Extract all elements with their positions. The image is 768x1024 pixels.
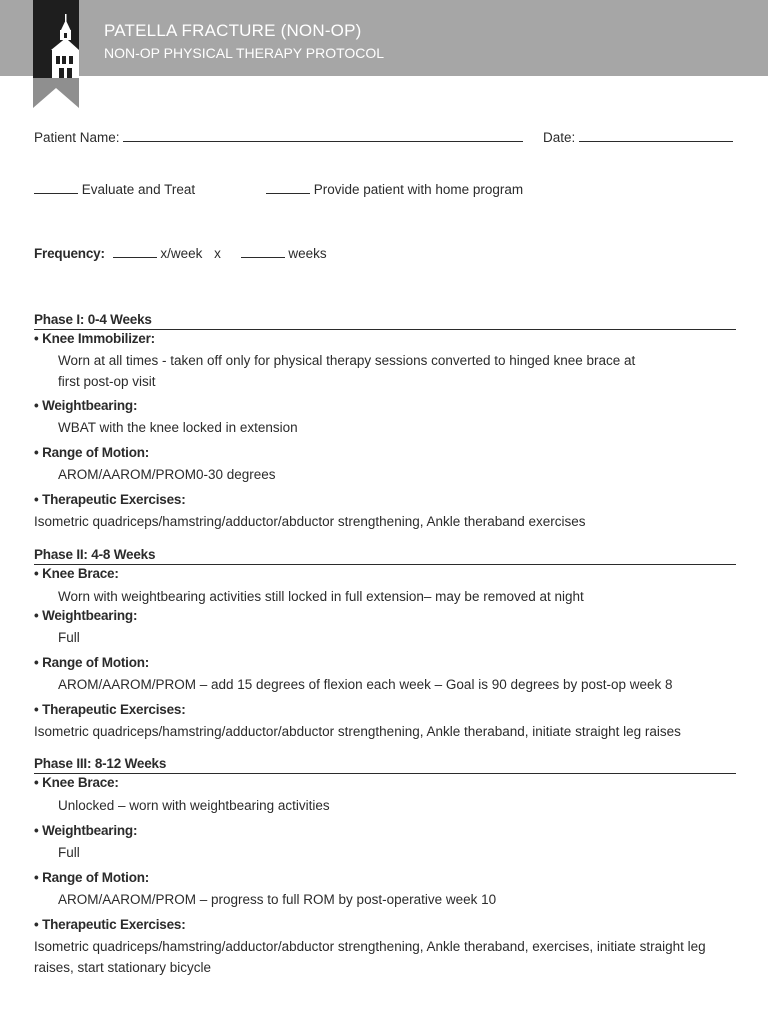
weeks-field[interactable] (241, 245, 285, 258)
phase-1-weightbearing-text: WBAT with the knee locked in extension (58, 420, 298, 435)
patient-name-label: Patient Name: (34, 130, 120, 145)
phase-1-immobilizer-line-1: Worn at all times - taken off only for physical therapy sessions converted to hinged knee brace at (58, 353, 636, 368)
phase-2-rom-head: • Range of Motion: (34, 655, 150, 670)
phase-3-exercises-text (34, 936, 744, 978)
phase-1-immobilizer-text (58, 350, 678, 392)
date-field[interactable] (579, 129, 733, 142)
times-label: x (214, 246, 221, 261)
phase-3-exercises-head: • Therapeutic Exercises: (34, 917, 186, 932)
patient-name-row (34, 129, 523, 145)
phase-3-exercises-line-1: Isometric quadriceps/hamstring/adductor/abductor strengthening, Ankle theraband, exercises, initiate straight leg (34, 939, 706, 954)
date-label: Date: (543, 130, 576, 145)
phase-3-rom-text: AROM/AAROM/PROM – progress to full ROM by post-operative week 10 (58, 892, 497, 907)
phase-3-rom-head: • Range of Motion: (34, 870, 150, 885)
phase-3-weightbearing-text: Full (58, 845, 80, 860)
phase-2-exercises-head: • Therapeutic Exercises: (34, 702, 186, 717)
phase-1-rom-text: AROM/AAROM/PROM0-30 degrees (58, 467, 276, 482)
per-week-label: x/week (160, 246, 203, 261)
phase-2-weightbearing-head: • Weightbearing: (34, 608, 138, 623)
frequency-row (34, 245, 327, 261)
phase-1-weightbearing-head: • Weightbearing: (34, 398, 138, 413)
evaluate-checkbox-line[interactable] (34, 181, 78, 194)
frequency-label: Frequency: (34, 246, 105, 261)
weeks-label: weeks (288, 246, 327, 261)
date-row (543, 129, 733, 145)
building-logo-icon (33, 0, 79, 108)
home-program-label: Provide patient with home program (313, 182, 524, 197)
page-title: PATELLA FRACTURE (NON-OP) (104, 21, 362, 40)
evaluate-row (34, 181, 195, 197)
phase-2-brace-head: • Knee Brace: (34, 566, 119, 581)
phase-3-brace-head: • Knee Brace: (34, 775, 119, 790)
page-subtitle: NON-OP PHYSICAL THERAPY PROTOCOL (104, 45, 385, 61)
phase-3-weightbearing-head: • Weightbearing: (34, 823, 138, 838)
phase-3-exercises-line-2: raises, start stationary bicycle (34, 960, 212, 975)
phase-2-weightbearing-text: Full (58, 630, 80, 645)
phase-1-exercises-text: Isometric quadriceps/hamstring/adductor/abductor strengthening, Ankle theraband exercises (34, 514, 586, 529)
phase-2-exercises-text: Isometric quadriceps/hamstring/adductor/abductor strengthening, Ankle theraband, initiate straight leg raises (34, 724, 681, 739)
phase-1-immobilizer-line-2: first post-op visit (58, 374, 156, 389)
home-program-checkbox-line[interactable] (266, 181, 310, 194)
evaluate-label: Evaluate and Treat (81, 182, 196, 197)
patient-name-field[interactable] (123, 129, 523, 142)
phase-1-rom-head: • Range of Motion: (34, 445, 150, 460)
phase-1-exercises-head: • Therapeutic Exercises: (34, 492, 186, 507)
per-week-field[interactable] (113, 245, 157, 258)
phase-2-brace-text: Worn with weightbearing activities still locked in full extension– may be removed at night (58, 589, 584, 604)
phase-2-rom-text: AROM/AAROM/PROM – add 15 degrees of flexion each week – Goal is 90 degrees by post-op week 8 (58, 677, 673, 692)
phase-1-title: Phase I: 0-4 Weeks (34, 311, 736, 330)
phase-2-title: Phase II: 4-8 Weeks (34, 546, 736, 565)
phase-1-immobilizer-head: • Knee Immobilizer: (34, 331, 155, 346)
phase-3-title: Phase III: 8-12 Weeks (34, 755, 736, 774)
home-program-row (266, 181, 523, 197)
phase-3-brace-text: Unlocked – worn with weightbearing activities (58, 798, 330, 813)
